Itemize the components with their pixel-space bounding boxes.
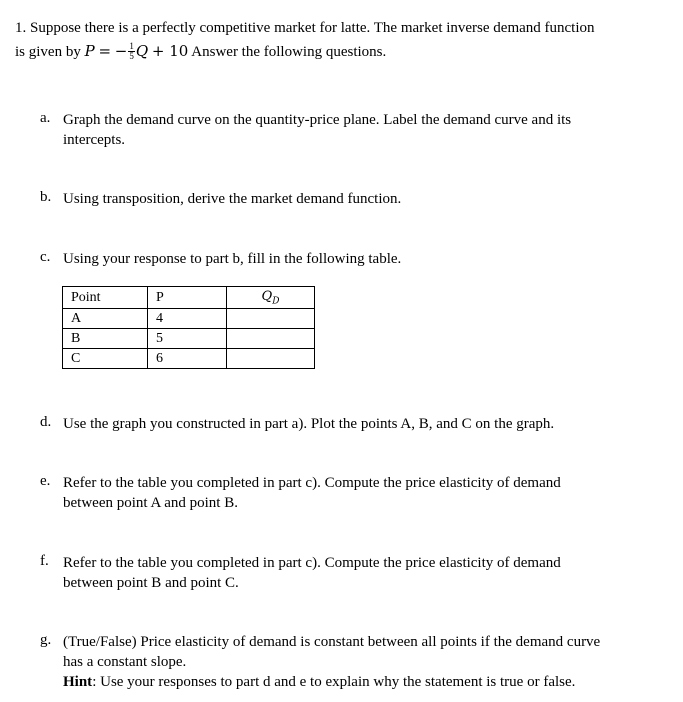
eq-fraction — [128, 42, 135, 61]
eq-constant: + 10 — [151, 42, 189, 60]
item-c-letter: c. — [40, 249, 51, 265]
item-g-text — [63, 632, 600, 692]
item-f-text — [63, 553, 561, 593]
item-c-line1: Using your response to part b, fill in the following table. — [63, 251, 402, 267]
eq-quantity-symbol: Q — [135, 42, 149, 60]
hint-label: Hint — [63, 674, 93, 690]
item-b-text — [63, 189, 401, 209]
row-b-qd-cell[interactable] — [227, 329, 315, 349]
item-d-line1: Use the graph you constructed in part a). Plot the points A, B, and C on the graph. — [63, 416, 555, 432]
question-intro-text: Suppose there is a perfectly competitive market for latte. The market inverse demand function — [30, 20, 595, 36]
item-e-line1: Refer to the table you completed in part c). Compute the price elasticity of demand — [63, 475, 561, 491]
item-d-text — [63, 414, 554, 434]
table-row — [63, 309, 315, 329]
inverse-demand-equation — [84, 41, 192, 62]
row-a-point: A — [63, 309, 148, 329]
header-quantity-demanded — [227, 287, 315, 309]
eq-fraction-numerator: 1 — [129, 41, 134, 52]
header-point: Point — [63, 287, 148, 309]
intro-line2-end: Answer the following questions. — [191, 44, 387, 60]
item-a-line1: Graph the demand curve on the quantity-price plane. Label the demand curve and its — [63, 112, 572, 128]
header-qd-sub: D — [272, 296, 280, 307]
item-g-line1: (True/False) Price elasticity of demand is constant between all points if the demand curve — [63, 634, 601, 650]
eq-equals: = — [98, 42, 112, 60]
intro-line2-start: is given by — [15, 44, 81, 60]
row-c-price: 6 — [148, 349, 227, 369]
item-a-line2: intercepts. — [63, 132, 126, 148]
item-g-letter: g. — [40, 632, 52, 648]
item-f-line2: between point B and point C. — [63, 575, 239, 591]
table-row — [63, 329, 315, 349]
eq-price-symbol: P — [84, 42, 95, 60]
item-d-letter: d. — [40, 414, 52, 430]
header-qd-main: Q — [261, 288, 273, 304]
table-row — [63, 349, 315, 369]
item-f-letter: f. — [40, 553, 49, 569]
item-e-line2: between point A and point B. — [63, 495, 238, 511]
item-a-text — [63, 110, 571, 150]
eq-fraction-denominator: 5 — [129, 51, 134, 62]
question-number: 1. — [15, 20, 27, 36]
item-b-line1: Using transposition, derive the market demand function. — [63, 191, 402, 207]
item-c-text — [63, 249, 401, 269]
table-header-row — [63, 287, 315, 309]
question-intro-line2 — [15, 42, 386, 62]
row-b-point: B — [63, 329, 148, 349]
item-a-letter: a. — [40, 110, 51, 126]
header-price: P — [148, 287, 227, 309]
hint-text: : Use your responses to part d and e to explain why the statement is true or false. — [92, 674, 576, 690]
question-intro-line1 — [15, 20, 595, 37]
item-b-letter: b. — [40, 189, 52, 205]
eq-minus: − — [114, 42, 128, 60]
row-b-price: 5 — [148, 329, 227, 349]
item-e-text — [63, 473, 561, 513]
answer-table — [62, 286, 315, 369]
item-g-hint — [63, 672, 600, 692]
row-c-qd-cell[interactable] — [227, 349, 315, 369]
row-a-price: 4 — [148, 309, 227, 329]
item-e-letter: e. — [40, 473, 51, 489]
item-g-line2: has a constant slope. — [63, 654, 187, 670]
row-a-qd-cell[interactable] — [227, 309, 315, 329]
item-f-line1: Refer to the table you completed in part c). Compute the price elasticity of demand — [63, 555, 561, 571]
row-c-point: C — [63, 349, 148, 369]
